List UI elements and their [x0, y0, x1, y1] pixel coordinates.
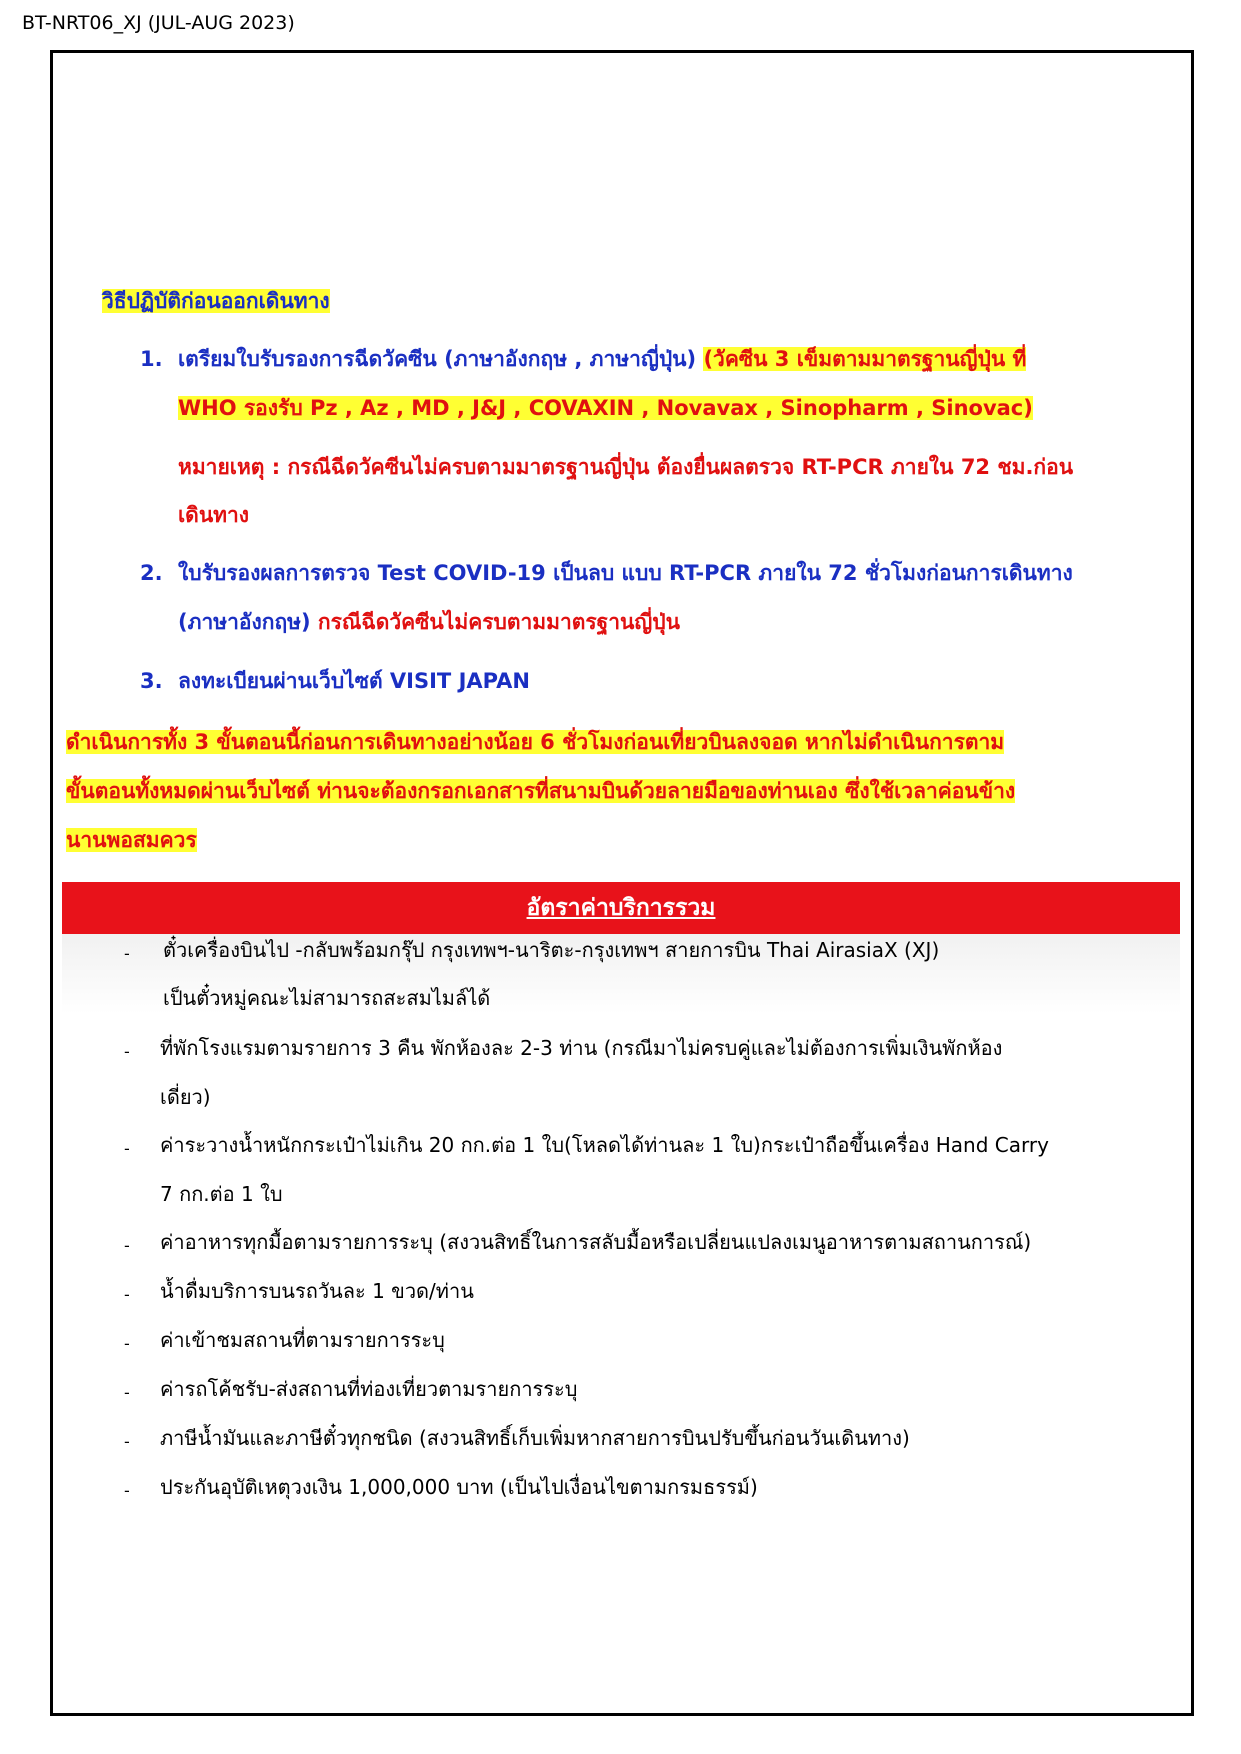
rate-item-6: ค่าเข้าชมสถานที่ตามรายการระบุ: [160, 1328, 445, 1352]
procedure-title: วิธีปฏิบัติก่อนออกเดินทาง: [102, 289, 330, 313]
item3-number: 3.: [140, 669, 163, 693]
warning-line1: ดำเนินการทั้ง 3 ขั้นตอนนี้ก่อนการเดินทางอย่างน้อย 6 ชั่วโมงก่อนเที่ยวบินลงจอด หากไม่ดำเนินการตาม: [66, 730, 1005, 754]
list-bullet: -: [124, 1481, 130, 1500]
warning-line3: นานพอสมควร: [66, 828, 197, 852]
rate-item-3-line1: ค่าระวางน้ำหนักกระเป๋าไม่เกิน 20 กก.ต่อ 1 ใบ(โหลดได้ท่านละ 1 ใบ)กระเป๋าถือขึ้นเครื่อง Hand Carry: [160, 1133, 1049, 1157]
item1-note-line2: เดินทาง: [178, 503, 250, 527]
rate-item-1-line2: เป็นตั๋วหมู่คณะไม่สามารถสะสมไมล์ได้: [163, 986, 491, 1010]
item2-number: 2.: [140, 561, 163, 585]
rate-item-3-line2: 7 กก.ต่อ 1 ใบ: [160, 1182, 283, 1206]
rate-item-2-line2: เดี่ยว): [160, 1085, 211, 1109]
rate-item-8: ภาษีน้ำมันและภาษีตั๋วทุกชนิด (สงวนสิทธิ์เก็บเพิ่มหากสายการบินปรับขึ้นก่อนวันเดินทาง): [160, 1426, 910, 1450]
rate-item-4: ค่าอาหารทุกมื้อตามรายการระบุ (สงวนสิทธิ์ในการสลับมื้อหรือเปลี่ยนแปลงเมนูอาหารตามสถานการณ์): [160, 1230, 1032, 1254]
list-bullet: -: [124, 1042, 130, 1061]
list-bullet: -: [124, 1236, 130, 1255]
rate-item-1-line1: ตั๋วเครื่องบินไป -กลับพร้อมกรุ๊ป กรุงเทพฯ-นาริตะ-กรุงเทพฯ สายการบิน Thai AirasiaX (XJ): [163, 938, 940, 962]
rate-item-7: ค่ารถโค้ชรับ-ส่งสถานที่ท่องเที่ยวตามรายการระบุ: [160, 1377, 578, 1401]
rates-header-band: [62, 882, 1180, 934]
rate-item-2-line1: ที่พักโรงแรมตามรายการ 3 คืน พักห้องละ 2-3 ท่าน (กรณีมาไม่ครบคู่และไม่ต้องการเพิ่มเงินพักห้อง: [160, 1036, 1003, 1060]
list-bullet: -: [124, 1383, 130, 1402]
list-bullet: -: [124, 1285, 130, 1304]
document-code: BT-NRT06_XJ (JUL-AUG 2023): [22, 12, 295, 34]
item1-number: 1.: [140, 347, 163, 371]
item2-line1: ใบรับรองผลการตรวจ Test COVID-19 เป็นลบ แบบ RT-PCR ภายใน 72 ชั่วโมงก่อนการเดินทาง: [178, 561, 1073, 585]
list-bullet: -: [124, 944, 130, 963]
list-bullet: -: [124, 1432, 130, 1451]
item1-line1: เตรียมใบรับรองการฉีดวัคซีน (ภาษาอังกฤษ , ภาษาญี่ปุ่น) (วัคซีน 3 เข็มตามมาตรฐานญี่ปุ่น ที่: [178, 347, 1027, 371]
rate-item-9: ประกันอุบัติเหตุวงเงิน 1,000,000 บาท (เป็นไปเงื่อนไขตามกรมธรรม์): [160, 1475, 758, 1499]
warning-line2: ขั้นตอนทั้งหมดผ่านเว็บไซต์ ท่านจะต้องกรอกเอกสารที่สนามบินด้วยลายมือของท่านเอง ซึ่งใช้เวลาค่อนข้าง: [66, 779, 1016, 803]
list-bullet: -: [124, 1139, 130, 1158]
rate-item-5: น้ำดื่มบริการบนรถวันละ 1 ขวด/ท่าน: [160, 1279, 474, 1303]
item1-line2: WHO รองรับ Pz , Az , MD , J&J , COVAXIN , Novavax , Sinopharm , Sinovac): [178, 396, 1033, 420]
list-bullet: -: [124, 1334, 130, 1353]
item2-line2: (ภาษาอังกฤษ) กรณีฉีดวัคซีนไม่ครบตามมาตรฐานญี่ปุ่น: [178, 610, 680, 634]
rates-title: อัตราค่าบริการรวม: [526, 895, 716, 921]
item3-text: ลงทะเบียนผ่านเว็บไซต์ VISIT JAPAN: [178, 669, 530, 693]
item1-note-line1: หมายเหตุ : กรณีฉีดวัคซีนไม่ครบตามมาตรฐานญี่ปุ่น ต้องยื่นผลตรวจ RT-PCR ภายใน 72 ชม.ก่อน: [178, 455, 1074, 479]
